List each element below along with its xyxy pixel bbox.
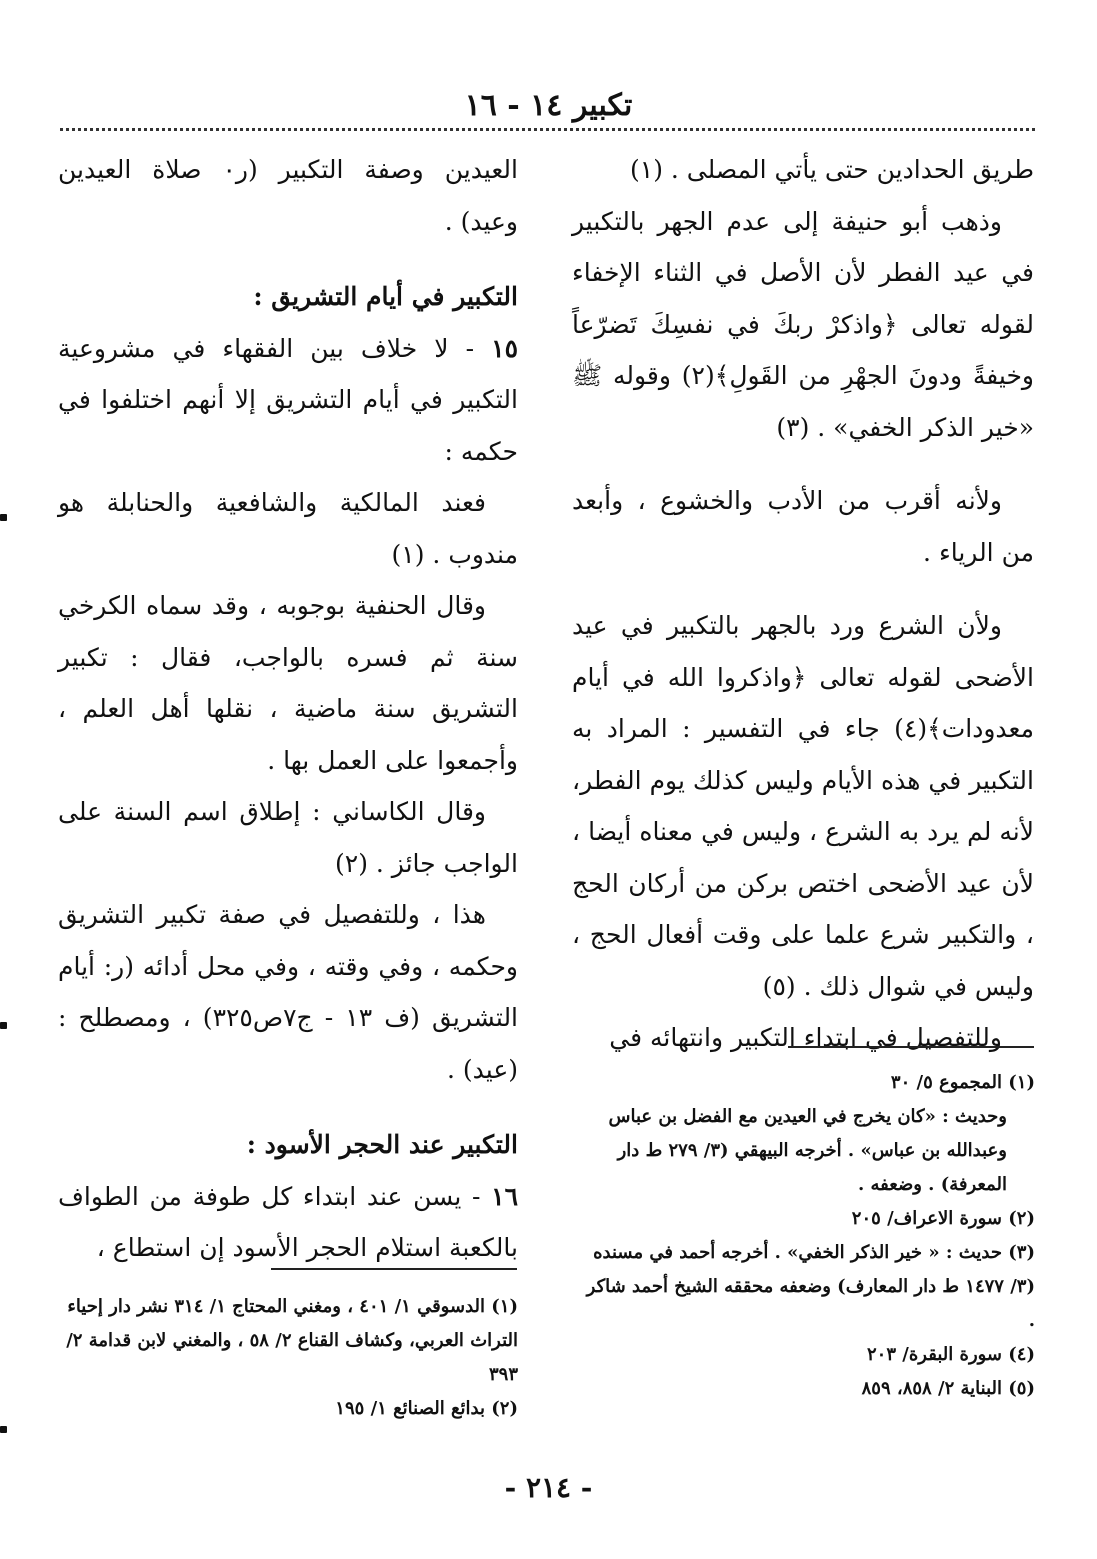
right-footnote-4: (٤) سورة البقرة/ ٢٠٣ (867, 1344, 1035, 1365)
right-column (572, 144, 1034, 1064)
right-footnote-2: (٢) سورة الاعراف/ ٢٠٥ (851, 1208, 1035, 1229)
section-16-paragraph-1 (58, 1171, 518, 1274)
page-header-title: تكبير ١٤ - ١٦ (464, 88, 633, 123)
section-15-paragraph-3: وقال الحنفية بوجوبه ، وقد سماه الكرخي سنة ثم فسره بالواجب، فقال : تكبير التشريق سنة ماضية ، نقلها أهل العلم ، وأجمعوا على العمل بها . (58, 591, 518, 775)
right-paragraph-2: وذهب أبو حنيفة إلى عدم الجهر بالتكبير في عيد الفطر لأن الأصل في الثناء الإخفاء لقوله تعالى ﴿واذكرْ ربكَ في نفسِكَ تَضرّعاً وخيفةً ودونَ الجهْرِ من القَولِ﴾(٢) وقوله ﷺ «خير الذكر الخفي» . (٣) (572, 206, 1034, 442)
right-footnote-3: (٣) حديث : « خير الذكر الخفي» . أخرجه أحمد في مسنده (٣/ ١٤٧٧ ط دار المعارف) وضعفه محققه الشيخ أحمد شاكر . (586, 1242, 1035, 1331)
left-intro-paragraph: العيدين وصفة التكبير (ر٠ صلاة العيدين وعيد) . (58, 155, 518, 236)
section-heading-tashreeq: التكبير في أيام التشريق : (253, 282, 518, 311)
scan-edge-mark (0, 1022, 7, 1029)
left-footnote-1: (١) الدسوقي ١/ ٤٠١ ، ومغني المحتاج ١/ ٣١٤ نشر دار إحياء التراث العربي، وكشاف القناع ٢/ ٥٨ ، والمغني لابن قدامة ٢/ ٣٩٣ (66, 1296, 518, 1385)
left-footnote-divider (271, 1268, 517, 1270)
right-footnote-1: (١) المجموع ٥/ ٣٠ (890, 1072, 1035, 1093)
section-16-text-1: - يسن عند ابتداء كل طوفة من الطواف بالكعبة استلام الحجر الأسود إن استطاع ، (58, 1181, 518, 1262)
right-footnote-divider (788, 1046, 1034, 1048)
section-15-paragraph-4: وقال الكاساني : إطلاق اسم السنة على الواجب جائز . (٢) (58, 797, 518, 878)
section-15-paragraph-1 (58, 323, 518, 478)
right-paragraph-3: ولأنه أقرب من الأدب والخشوع ، وأبعد من الرياء . (572, 486, 1034, 567)
left-footnote-2: (٢) بدائع الصنائع ١/ ١٩٥ (335, 1398, 518, 1419)
right-footnotes (575, 1066, 1035, 1406)
section-15-text-1: - لا خلاف بين الفقهاء في مشروعية التكبير في أيام التشريق إلا أنهم اختلفوا في حكمه : (58, 333, 518, 466)
header-dotted-divider (60, 128, 1035, 131)
section-15-paragraph-5: هذا ، وللتفصيل في صفة تكبير التشريق وحكمه ، وفي وقته ، وفي محل أدائه (ر: أيام التشريق (ف ١٣ - ج٧ص٣٢٥) ، ومصطلح : (عيد) . (58, 900, 519, 1084)
right-footnote-5: (٥) البناية ٢/ ٨٥٨، ٨٥٩ (861, 1378, 1035, 1399)
section-15-paragraph-2: فعند المالكية والشافعية والحنابلة هو مندوب . (١) (58, 488, 518, 569)
right-paragraph-4: ولأن الشرع ورد بالجهر بالتكبير في عيد الأضحى لقوله تعالى ﴿واذكروا الله في أيام معدودات﴾(٤) جاء في التفسير : المراد به التكبير في هذه الأيام وليس كذلك يوم الفطر، لأنه لم يرد به الشرع ، وليس في معناه أيضا ، لأن عيد الأضحى اختص بركن من أركان الحج ، والتكبير شرع علما على وقت أفعال الحج ، وليس في شوال ذلك . (٥) (572, 611, 1034, 1001)
right-paragraph-5: وللتفصيل في ابتداء التكبير وانتهائه في (609, 1023, 1002, 1052)
left-column (58, 144, 518, 1274)
right-footnote-1-hadith: وحديث : «كان يخرج في العيدين مع الفضل بن عباس وعبدالله بن عباس» . أخرجه البيهقي (٣/ ٢٧٩ ط دار المعرفة) . وضعفه . (608, 1106, 1007, 1195)
scan-edge-mark (0, 514, 7, 521)
scan-edge-mark (0, 1426, 7, 1433)
section-heading-black-stone: التكبير عند الحجر الأسود : (246, 1130, 518, 1159)
section-number-15: ١٥ (491, 333, 518, 363)
right-paragraph-1: طريق الحدادين حتى يأتي المصلى . (١) (630, 155, 1034, 184)
left-footnotes (58, 1290, 518, 1426)
section-number-16: ١٦ (491, 1181, 518, 1211)
page-number: - ٢١٤ - (504, 1471, 593, 1504)
